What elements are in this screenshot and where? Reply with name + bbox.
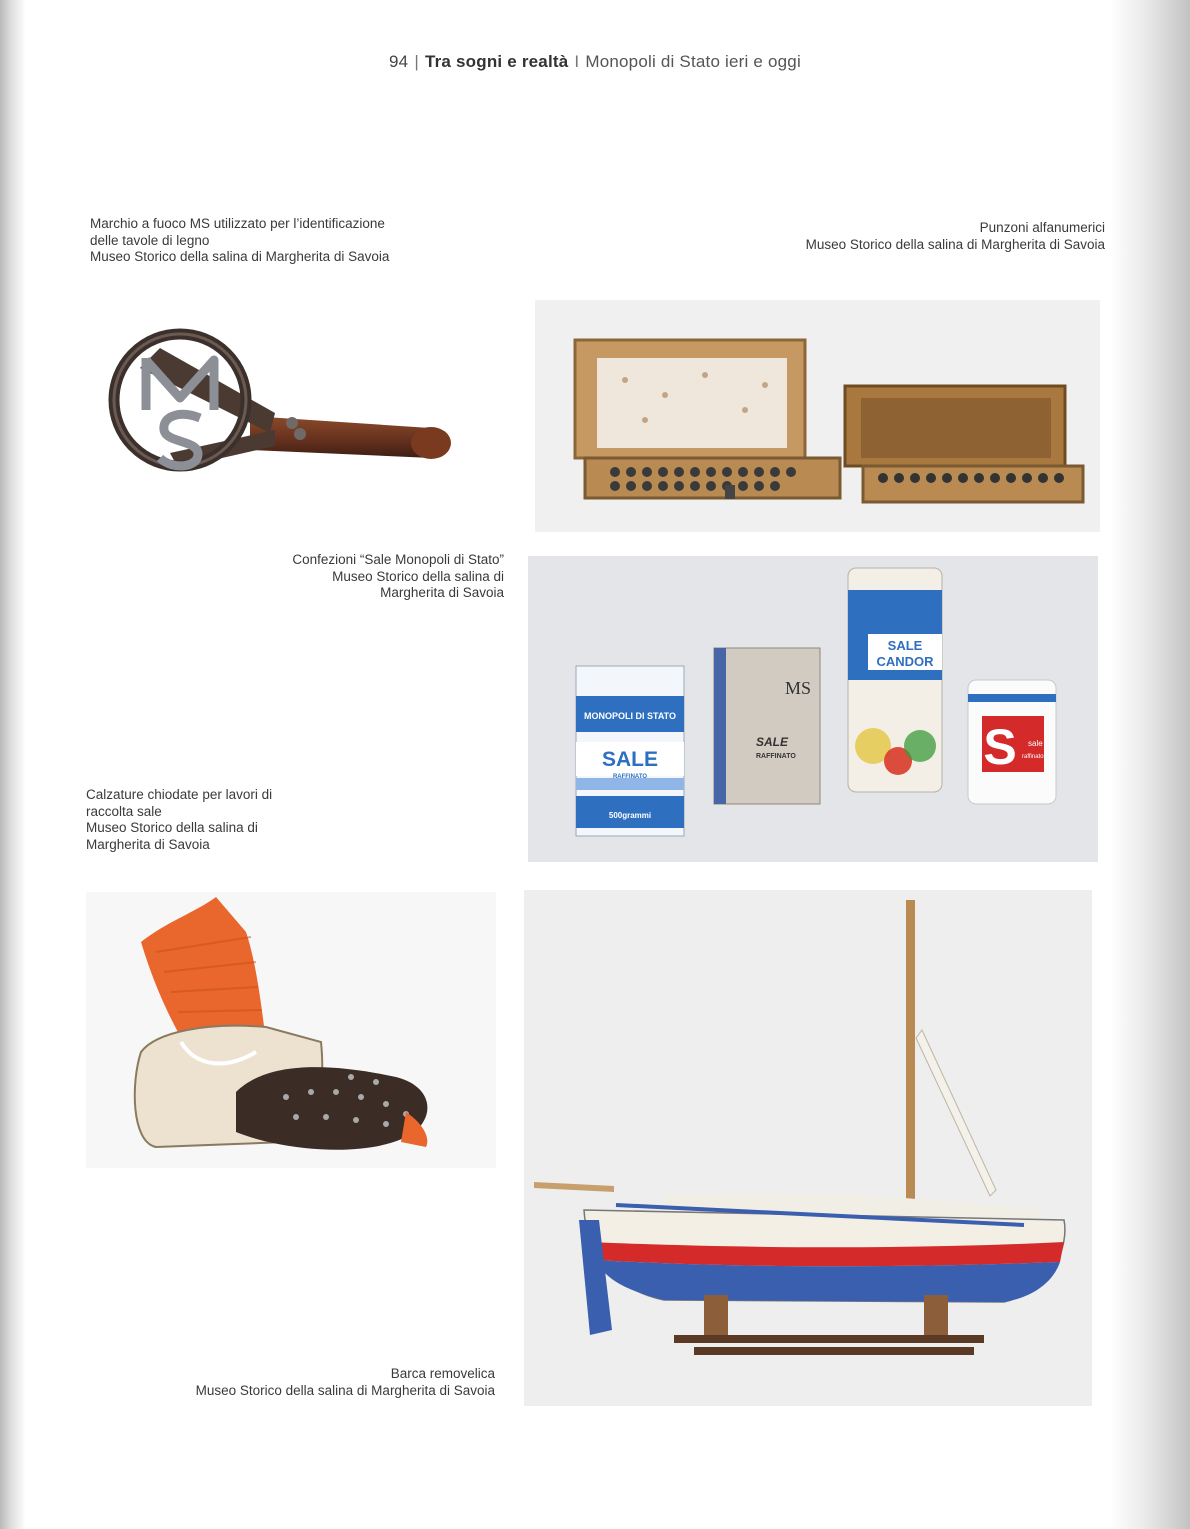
caption-line: Museo Storico della salina di <box>332 568 504 584</box>
caption-line: Museo Storico della salina di Margherita di Savoia <box>195 1382 495 1398</box>
box2-sub-label: RAFFINATO <box>756 753 796 760</box>
section-title: Monopoli di Stato ieri e oggi <box>585 52 801 71</box>
caption-brand-iron <box>90 216 389 266</box>
caption-line: Museo Storico della salina di <box>86 820 258 835</box>
caption-boat <box>196 1366 495 1399</box>
caption-line: raccolta sale <box>86 803 162 819</box>
caption-line: Calzature chiodate per lavori di <box>86 787 273 802</box>
page-edge-shadow <box>1110 0 1190 1529</box>
caption-punches <box>806 220 1105 253</box>
box1-main-label: SALE <box>601 748 659 771</box>
bag-word: sale <box>1028 739 1043 748</box>
can-label-line2: CANDOR <box>876 654 934 669</box>
caption-line: Punzoni alfanumerici <box>979 220 1105 235</box>
caption-line: Museo Storico della salina di Margherita di Savoia <box>805 236 1105 252</box>
page-number: 94 <box>389 52 409 71</box>
header-separator: | <box>414 52 419 71</box>
box2-main-label: SALE <box>756 735 789 749</box>
caption-shoes <box>86 787 272 853</box>
caption-line: Marchio a fuoco MS utilizzato per l’identificazione <box>90 216 385 231</box>
box1-weight-label: 500grammi <box>608 811 652 820</box>
photo-brand-iron <box>100 318 460 488</box>
box1-sub-label: RAFFINATO <box>612 774 648 780</box>
box2-logo: MS <box>784 678 812 698</box>
caption-salt-packages <box>292 552 504 602</box>
running-header <box>0 52 1190 72</box>
caption-line: Barca removelica <box>390 1366 495 1381</box>
bag-letter: S <box>983 719 1017 775</box>
caption-line: Museo Storico della salina di Margherita di Savoia <box>90 249 390 264</box>
book-title: Tra sogni e realtà <box>424 52 569 71</box>
page-gutter-shadow <box>0 0 26 1529</box>
bag-sub: raffinato <box>1022 754 1044 760</box>
photo-model-boat <box>524 890 1092 1406</box>
header-separator-2: I <box>574 52 580 71</box>
can-label-line1: SALE <box>887 638 923 653</box>
caption-line: Margherita di Savoia <box>86 836 210 852</box>
caption-line: delle tavole di legno <box>90 232 210 248</box>
caption-line: Margherita di Savoia <box>380 585 504 600</box>
box1-top-label: MONOPOLI DI STATO <box>584 711 676 721</box>
caption-line: Confezioni “Sale Monopoli di Stato” <box>292 552 504 567</box>
photo-studded-shoes <box>86 892 496 1168</box>
photo-punches <box>535 300 1100 532</box>
photo-salt-packages <box>528 556 1098 862</box>
